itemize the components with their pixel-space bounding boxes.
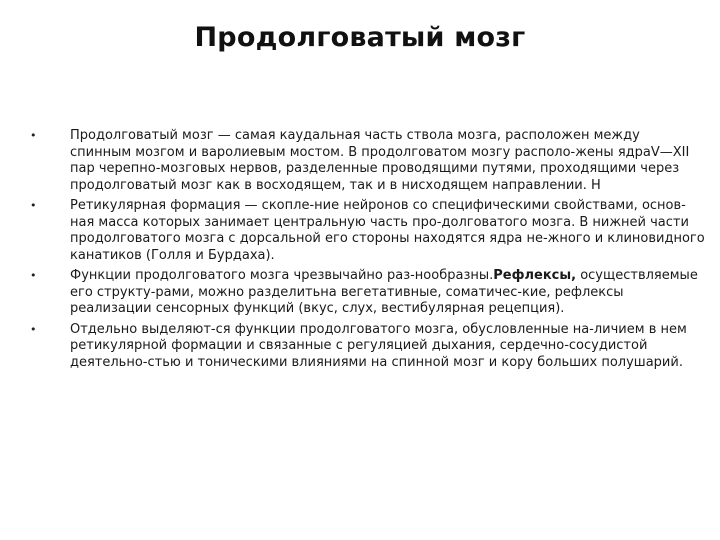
bullet-bold-term: Рефлексы, <box>493 268 577 283</box>
bullet-item <box>30 268 705 318</box>
bullet-item <box>30 128 705 194</box>
bullet-text: Продолговатый мозг — самая каудальная часть ствола мозга, расположен между спинным мозгом и варолиевым мостом. В продолговатом мозгу располо-жены ядраV—XII пар черепно-мозговых нервов, разделенные проводящими путями, проходящими через продолговатый мозг как в восходящем, так и в нисходящем направлении. Н <box>70 128 690 193</box>
bullet-dot-icon: • <box>30 199 37 212</box>
bullet-item <box>30 198 705 264</box>
bullet-dot-icon: • <box>30 129 37 142</box>
bullet-text-before: Функции продолговатого мозга чрезвычайно раз-нообразны. <box>70 268 494 283</box>
slide-title: Продолговатый мозг <box>194 22 526 53</box>
bullet-text-after: осуществляемые его структу-рами, можно разделитьна вегетативные, соматичес-кие, рефлексы реализации сенсорных функций (вкус, слух, вестибулярная рецепция). <box>70 268 698 316</box>
bullet-list <box>30 128 705 375</box>
bullet-item <box>30 322 705 372</box>
bullet-text: Ретикулярная формация — скопле-ние нейронов со специфическими свойствами, основ-ная масса которых занимает центральную часть про-долговатого мозга. В нижней части продолговатого мозга с дорсальной его стороны находятся ядра не-жного и клиновидного канатиков (Голля и Бурдаха). <box>70 198 705 263</box>
bullet-dot-icon: • <box>30 269 37 282</box>
bullet-text: Отдельно выделяют-ся функции продолговатого мозга, обусловленные на-личием в нем ретикулярной формации и связанные с регуляцией дыхания, сердечно-сосудистой деятельно-стью и тоническими влияниями на спинной мозг и кору больших полушарий. <box>70 321 687 370</box>
bullet-dot-icon: • <box>30 322 37 336</box>
